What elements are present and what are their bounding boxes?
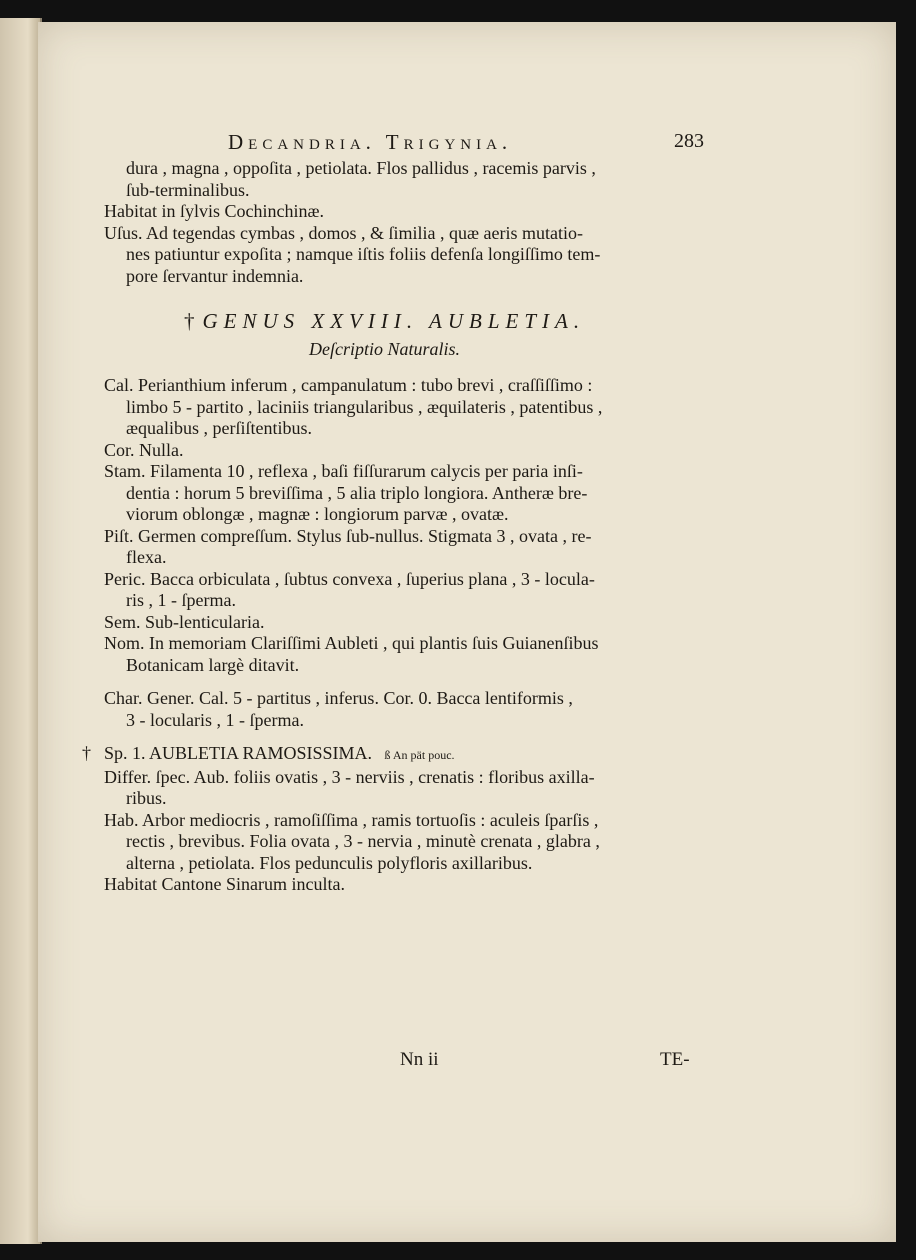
character-line: 3 - locularis , 1 - ſperma.	[126, 709, 304, 730]
species-line: alterna , petiolata. Flos pedunculis polyfloris axillaribus.	[126, 852, 533, 873]
section-subtitle: Deſcriptio Naturalis.	[309, 339, 461, 359]
description-line: Stam. Filamenta 10 , reflexa , baſi fiſſurarum calycis per paria inſi-	[104, 461, 583, 481]
species-line: ribus.	[126, 788, 167, 808]
book-page	[38, 22, 896, 1242]
species-line: Habitat Cantone Sinarum inculta.	[104, 874, 345, 894]
description-line: viorum oblongæ , magnæ : longiorum parvæ , ovatæ.	[126, 504, 509, 524]
description-line: flexa.	[126, 547, 167, 567]
page-number: 283	[674, 130, 704, 152]
description-line: Nom. In memoriam Clariſſimi Aubleti , qui plantis ſuis Guianenſibus	[104, 633, 599, 653]
description-line: dentia : horum 5 breviſſima , 5 alia triplo longiora. Antheræ bre-	[126, 482, 588, 503]
description-line: Botanicam largè ditavit.	[126, 654, 300, 675]
spacer	[104, 731, 724, 743]
species-title: Sp. 1. AUBLETIA RAMOSISSIMA.	[104, 743, 373, 763]
description-line: æqualibus , perſiſtentibus.	[126, 418, 312, 438]
dagger-mark: †	[82, 743, 91, 763]
catchword: TE-	[660, 1049, 690, 1070]
species-line: rectis , brevibus. Folia ovata , 3 - nervia , minutè crenata , glabra ,	[126, 831, 600, 851]
genus-title: GENUS XXVIII. AUBLETIA.	[202, 309, 586, 333]
description-line: ris , 1 - ſperma.	[126, 590, 236, 610]
description-line: limbo 5 - partito , laciniis triangularibus , æquilateris , patentibus ,	[126, 396, 603, 417]
spacer	[104, 676, 724, 688]
page-footer	[38, 1049, 896, 1079]
text-line: pore ſervantur indemnia.	[126, 265, 304, 286]
dagger-mark: †	[184, 309, 195, 333]
text-line: Habitat in ſylvis Cochinchinæ.	[104, 201, 324, 221]
text-line: dura , magna , oppoſita , petiolata. Flos pallidus , racemis parvis ,	[126, 158, 596, 178]
spacer	[104, 287, 724, 307]
facing-page-edge	[0, 18, 42, 1244]
spacer	[104, 363, 724, 375]
signature-mark: Nn ii	[400, 1049, 439, 1070]
species-heading	[82, 743, 724, 767]
description-line: Cor. Nulla.	[104, 439, 184, 460]
description-line: Cal. Perianthium inferum , campanulatum : tubo brevi , craſſiſſimo :	[104, 375, 593, 395]
character-line: Char. Gener. Cal. 5 - partitus , inferus. Cor. 0. Bacca lentiformis ,	[104, 688, 573, 708]
page-header	[38, 130, 896, 160]
description-line: Peric. Bacca orbiculata , ſubtus convexa , ſuperius plana , 3 - locula-	[104, 568, 595, 589]
species-line: Differ. ſpec. Aub. foliis ovatis , 3 - nerviis , crenatis : floribus axilla-	[104, 766, 595, 787]
genus-heading	[184, 307, 724, 335]
main-text	[82, 158, 724, 896]
species-line: Hab. Arbor mediocris , ramoſiſſima , ramis tortuoſis : aculeis ſparſis ,	[104, 809, 599, 830]
text-line: Uſus. Ad tegendas cymbas , domos , & ſimilia , quæ aeris mutatio-	[104, 222, 583, 243]
description-line: Sem. Sub-lenticularia.	[104, 611, 265, 632]
text-line: ſub-terminalibus.	[126, 179, 250, 200]
running-head: Decandria. Trigynia.	[228, 130, 513, 154]
description-line: Piſt. Germen compreſſum. Stylus ſub-nullus. Stigmata 3 , ovata , re-	[104, 525, 592, 546]
handwritten-note: ß An pät pouc.	[384, 748, 455, 762]
text-line: nes patiuntur expoſita ; namque iſtis foliis defenſa longiſſimo tem-	[126, 244, 601, 264]
